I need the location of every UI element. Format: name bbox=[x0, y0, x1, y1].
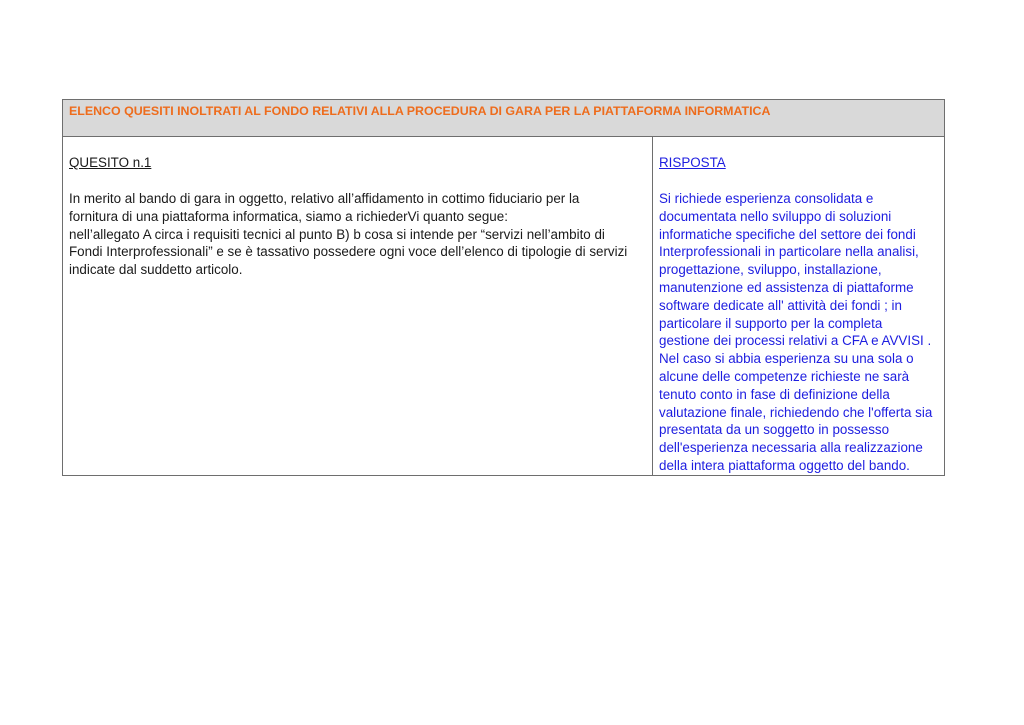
answer-line: Interprofessionali in particolare nella analisi, bbox=[659, 244, 919, 260]
answer-line: della intera piattaforma oggetto del bando. bbox=[659, 457, 910, 473]
question-line: fornitura di una piattaforma informatica, siamo a richiederVi quanto segue: bbox=[69, 208, 508, 224]
header-title: ELENCO QUESITI INOLTRATI AL FONDO RELATIVI ALLA PROCEDURA DI GARA PER LA PIATTAFORMA INFORMATICA bbox=[69, 104, 771, 118]
answer-line: manutenzione ed assistenza di piattaforme bbox=[659, 279, 914, 295]
answer-line: Si richiede esperienza consolidata e bbox=[659, 191, 874, 206]
answer-line: informatiche specifiche del settore dei fondi bbox=[659, 226, 916, 242]
answer-line: tenuto conto in fase di definizione della bbox=[659, 386, 890, 402]
question-line: Fondi Interprofessionali” e se è tassativo possedere ogni voce dell’elenco di tipologie di servizi bbox=[69, 244, 628, 260]
question-cell bbox=[63, 137, 653, 475]
answer-line: documentata nello sviluppo di soluzioni bbox=[659, 208, 892, 224]
answer-line: presentata da un soggetto in possesso bbox=[659, 422, 890, 438]
answer-line: alcune delle competenze richieste ne sarà bbox=[659, 368, 910, 384]
table-header bbox=[63, 100, 944, 137]
answer-title: RISPOSTA bbox=[659, 155, 726, 170]
qa-table bbox=[62, 99, 945, 476]
answer-line: dell'esperienza necessaria alla realizzazione bbox=[659, 440, 923, 456]
question-text bbox=[69, 190, 646, 279]
qa-row bbox=[63, 137, 944, 475]
question-title: QUESITO n.1 bbox=[69, 155, 152, 170]
answer-line: software dedicate all' attività dei fondi ; in bbox=[659, 297, 902, 313]
answer-line: Nel caso si abbia esperienza su una sola o bbox=[659, 351, 914, 367]
answer-line: particolare il supporto per la completa bbox=[659, 315, 883, 331]
question-line: In merito al bando di gara in oggetto, relativo all’affidamento in cottimo fiduciario per la bbox=[69, 191, 580, 206]
question-line: nell’allegato A circa i requisiti tecnici al punto B) b cosa si intende per “servizi nell’ambito di bbox=[69, 226, 605, 242]
answer-text bbox=[659, 190, 938, 475]
answer-line: valutazione finale, richiedendo che l'offerta sia bbox=[659, 404, 933, 420]
answer-line: progettazione, sviluppo, installazione, bbox=[659, 262, 882, 278]
answer-line: gestione dei processi relativi a CFA e AVVISI . bbox=[659, 333, 932, 349]
answer-cell bbox=[653, 137, 944, 475]
question-line: indicate dal suddetto articolo. bbox=[69, 262, 243, 278]
